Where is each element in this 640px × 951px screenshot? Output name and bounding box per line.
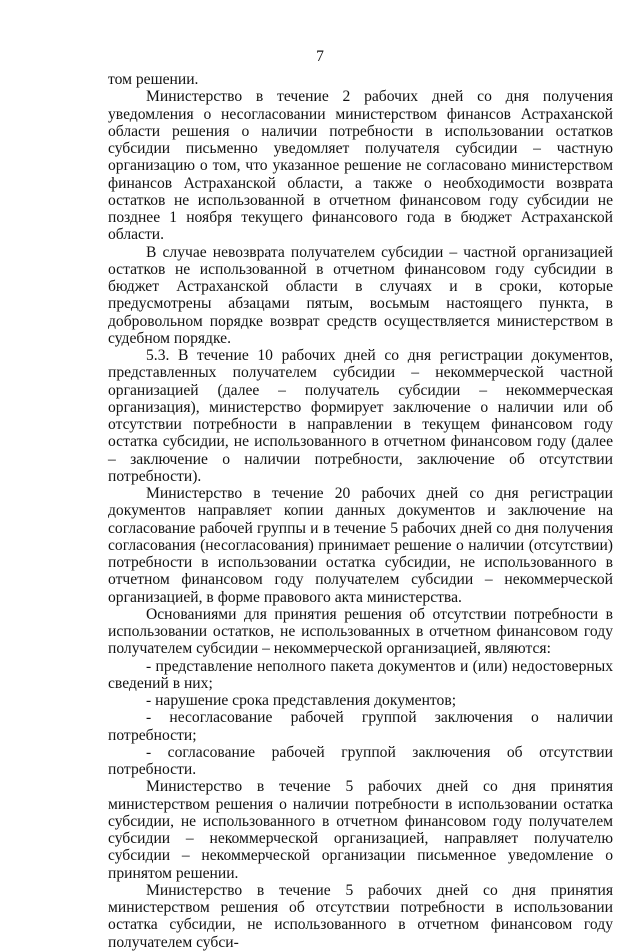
paragraph-grounds-intro: Основаниями для принятия решения об отсутствии потребности в использовании остатков, не использованных в отчетном финансовом году получателем субсидии – некоммерческой организацией, являются:: [108, 605, 613, 658]
list-item-deadline-violation: - нарушение срока представления документов;: [146, 692, 457, 709]
paragraph-negative-decision-notice: Министерство в течение 5 рабочих дней со дня принятия министерством решения об отсутствии потребности в использовании остатка субсидии, не использованного в отчетном финансовом году получателем субси-: [108, 881, 613, 951]
paragraph-working-group-approval: Министерство в течение 20 рабочих дней со дня регистрации документов направляет копии данных документов и заключение на согласование рабочей группы и в течение 5 рабочих дней со дня получения согласования (несогласования) принимает решение о наличии (отсутствии) потребности в использовании остатка субсидии, не использованного в отчетном финансовом году получателем субсидии – некоммерческой организацией, в форме правового акта министерства.: [108, 485, 613, 606]
list-item-approval-of-absence: - согласование рабочей группой заключения об отсутствии потребности.: [108, 743, 613, 778]
paragraph-ministry-notification: Министерство в течение 2 рабочих дней со дня получения уведомления о несогласовании министерством финансов Астраханской области решения о наличии потребности в использовании остатков субсидии письменно уведомляет получателя субсидии – частную организацию о том, что указанное решение не согласовано министерством финансов Астраханской области, а также о необходимости возврата остатков не использованной в отчетном финансовом году субсидии не позднее 1 ноября текущего финансового года в бюджет Астраханской области.: [108, 88, 613, 244]
paragraph-clause-5-3: 5.3. В течение 10 рабочих дней со дня регистрации документов, представленных получателем субсидии – некоммерческой частной организацией (далее – получатель субсидии – некоммерческая организация), министерство формирует заключение о наличии или об отсутствии потребности в направлении в текущем финансовом году остатка субсидии, не использованного в отчетном финансовом году (далее – заключение о наличии потребности, заключение об отсутствии потребности).: [108, 347, 613, 485]
list-item-incomplete-documents: - представление неполного пакета документов и (или) недостоверных сведений в них;: [108, 657, 613, 692]
page-number: 7: [316, 48, 324, 65]
document-body: [108, 71, 613, 951]
paragraph-continuation: том решении.: [108, 71, 199, 88]
list-item-non-approval: - несогласование рабочей группой заключения о наличии потребности;: [108, 709, 613, 744]
paragraph-positive-decision-notice: Министерство в течение 5 рабочих дней со дня принятия министерством решения о наличии потребности в использовании остатка субсидии, не использованного в отчетном финансовом году получателем субсидии – некоммерческой организацией, направляет получателю субсидии – некоммерческой организации письменное уведомление о принятом решении.: [108, 778, 613, 882]
paragraph-non-return-case: В случае невозврата получателем субсидии – частной организацией остатков не использованной в отчетном финансовом году субсидии в бюджет Астраханской области в случаях и в сроки, которые предусмотрены абзацами пятым, восьмым настоящего пункта, в добровольном порядке возврат средств осуществляется министерством в судебном порядке.: [108, 243, 613, 347]
